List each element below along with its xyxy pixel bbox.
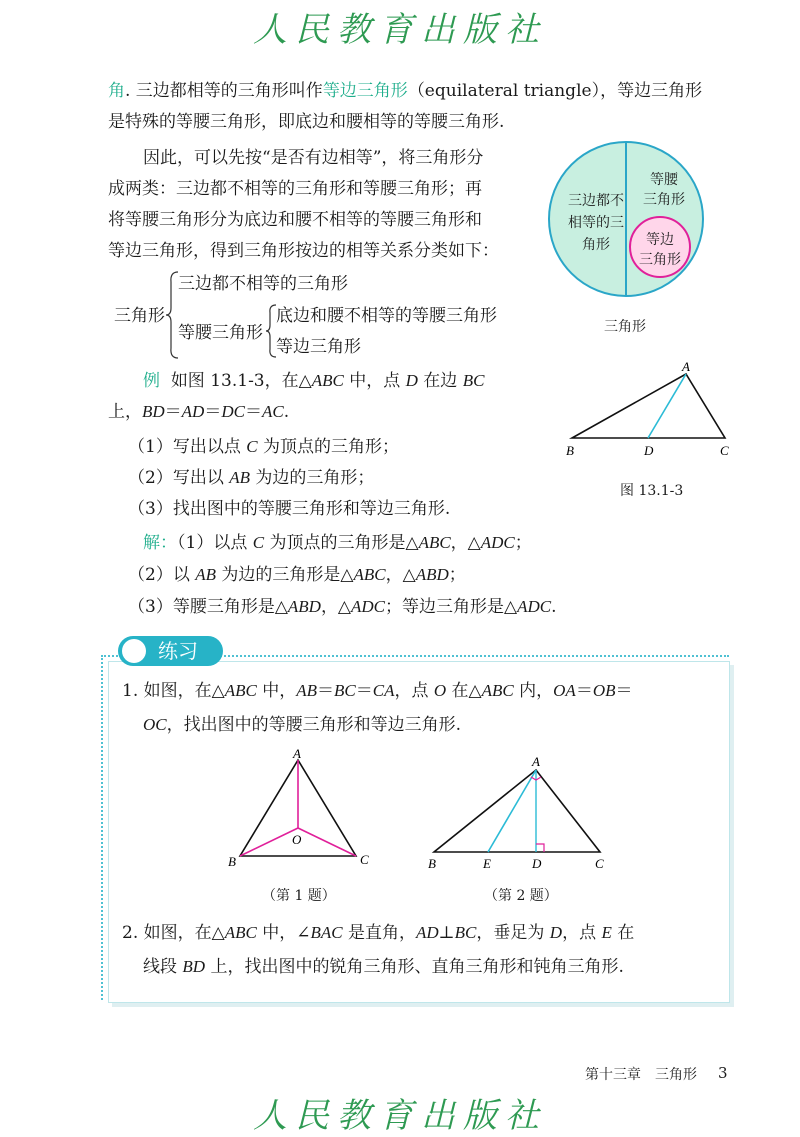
- text-span: 中，∠: [256, 923, 311, 943]
- footer-chapter: 第十三章 三角形: [585, 1067, 697, 1083]
- practice-q1-line-1: [122, 678, 633, 704]
- math-span: ABC: [353, 565, 386, 584]
- math-span: ADC: [480, 533, 515, 552]
- venn-equilateral-label: [630, 230, 690, 270]
- venn-left-line: 三边都不: [568, 193, 624, 209]
- point-e-label: E: [483, 856, 491, 871]
- solution-line-3: [128, 594, 557, 620]
- math-span: C: [252, 533, 265, 552]
- math-span: ABD: [287, 597, 321, 616]
- text-span: （2）以: [128, 565, 196, 585]
- publisher-watermark-bottom: 人民教育出版社: [253, 1096, 547, 1136]
- figure-question-1-caption: （第 1 题）: [262, 888, 336, 904]
- example-question-3: （3）找出图中的等腰三角形和等边三角形.: [128, 499, 451, 519]
- venn-inner-line: 等边: [646, 232, 674, 248]
- venn-left-line: 角形: [582, 237, 610, 253]
- math-span: ABC: [224, 923, 257, 942]
- point-o-label: O: [292, 832, 302, 847]
- math-span: DC: [221, 402, 245, 421]
- math-span: AD: [415, 923, 439, 942]
- text-span: .: [551, 597, 557, 617]
- venn-inner-line: 三角形: [639, 252, 681, 268]
- text-span: ，△: [320, 597, 352, 617]
- text-span: ，点: [394, 681, 434, 701]
- term-angle: 角: [108, 81, 125, 101]
- practice-q1-line-2: [143, 712, 461, 738]
- figure-question-2-caption: （第 2 题）: [484, 888, 558, 904]
- math-span: E: [601, 923, 612, 942]
- segment-ad: [648, 374, 686, 438]
- math-span: ABC: [418, 533, 451, 552]
- paragraph-2-line-1: 因此，可以先按“是否有边相等”，将三角形分: [143, 148, 484, 168]
- text-span: 是直角，: [342, 923, 416, 943]
- math-span: AD: [181, 402, 205, 421]
- vertex-a-label: A: [682, 360, 690, 374]
- text-span: ，△: [450, 533, 481, 553]
- math-span: BD: [142, 402, 165, 421]
- math-span: OA: [553, 681, 576, 700]
- math-span: ADC: [517, 597, 552, 616]
- example-line-1: [143, 368, 484, 394]
- math-span: ABC: [481, 681, 514, 700]
- paragraph-1-line-1: [108, 78, 702, 104]
- text-span: ＝: [355, 681, 373, 701]
- text-span: 为边的三角形；: [250, 468, 375, 488]
- figure-question-1: [222, 748, 382, 872]
- math-span: AB: [296, 681, 317, 700]
- venn-left-label: [558, 190, 634, 256]
- term-equilateral-triangle: 等边三角形: [322, 81, 408, 101]
- example-question-1: [128, 434, 399, 460]
- figure-13-1-3: [560, 360, 740, 460]
- math-span: D: [405, 371, 418, 390]
- text-span: ，找出图中的等腰三角形和等边三角形.: [166, 715, 462, 735]
- math-span: ABC: [311, 371, 344, 390]
- text-span: 1. 如图，在△: [122, 681, 225, 701]
- solution-label: 解：: [143, 533, 177, 553]
- text-span: ＝: [244, 402, 262, 422]
- text-span: ，点: [562, 923, 602, 943]
- text-span: （equilateral triangle），等边三角形: [407, 81, 703, 101]
- triangle-abc: [572, 374, 725, 438]
- vertex-b-label: B: [428, 856, 436, 871]
- text-span: （1）以点: [177, 533, 253, 553]
- classification-sub-non-equilateral: 底边和腰不相等的等腰三角形: [276, 306, 497, 326]
- math-span: ABD: [415, 565, 449, 584]
- classification-item-isosceles: 等腰三角形: [178, 323, 263, 343]
- math-span: CA: [372, 681, 395, 700]
- text-span: ；等边三角形是△: [385, 597, 518, 617]
- solution-line-2: [128, 562, 466, 588]
- vertex-a-label: A: [532, 754, 540, 769]
- text-span: （2）写出以: [128, 468, 230, 488]
- practice-q2-line-1: [122, 920, 634, 946]
- right-angle-mark-d: [536, 844, 544, 852]
- vertex-c-label: C: [720, 443, 729, 458]
- classification-root: 三角形: [114, 306, 165, 326]
- math-span: AB: [229, 468, 251, 487]
- math-span: O: [433, 681, 447, 700]
- solution-line-1: [143, 530, 532, 556]
- text-span: ，△: [385, 565, 416, 585]
- publisher-watermark-top: 人民教育出版社: [253, 10, 547, 50]
- text-span: 为边的三角形是△: [216, 565, 354, 585]
- text-span: 在: [611, 923, 635, 943]
- practice-q2-line-2: [143, 954, 624, 980]
- page-number: 3: [718, 1064, 728, 1082]
- text-span: ＝: [204, 402, 222, 422]
- math-span: OB: [592, 681, 616, 700]
- text-span: ＝: [575, 681, 593, 701]
- paragraph-2-line-3: 将等腰三角形分为底边和腰不相等的等腰三角形和: [108, 210, 482, 230]
- practice-tag: [118, 636, 223, 666]
- text-span: ；: [514, 533, 532, 553]
- math-span: BD: [182, 957, 206, 976]
- text-span: （1）写出以点: [128, 437, 247, 457]
- text-span: 上，找出图中的锐角三角形、直角三角形和钝角三角形.: [205, 957, 624, 977]
- math-span: AB: [195, 565, 217, 584]
- math-span: AC: [261, 402, 284, 421]
- vertex-b-label: B: [228, 854, 236, 869]
- figure-question-2: [424, 752, 614, 872]
- text-span: （3）等腰三角形是△: [128, 597, 288, 617]
- text-span: ＝: [164, 402, 182, 422]
- math-span: ADC: [351, 597, 386, 616]
- text-span: ＝: [317, 681, 334, 701]
- text-span: 如图 13.1-3，在△: [170, 371, 312, 391]
- vertex-c-label: C: [595, 856, 604, 871]
- math-span: BC: [454, 923, 477, 942]
- text-span: ，垂足为: [476, 923, 550, 943]
- text-span: ；: [448, 565, 466, 585]
- text-span: 在△: [446, 681, 482, 701]
- paragraph-2-line-2: 成两类：三边都不相等的三角形和等腰三角形；再: [108, 179, 482, 199]
- math-span: D: [549, 923, 563, 942]
- classification-item-scalene: 三边都不相等的三角形: [178, 274, 348, 294]
- math-span: OC: [143, 715, 167, 734]
- vertex-c-label: C: [360, 852, 369, 867]
- math-span: BAC: [310, 923, 343, 942]
- math-span: BC: [334, 681, 356, 700]
- text-span: 线段: [143, 957, 183, 977]
- text-span: 为顶点的三角形；: [257, 437, 399, 457]
- text-span: 中，点: [343, 371, 406, 391]
- paragraph-1-line-2: 是特殊的等腰三角形，即底边和腰相等的等腰三角形.: [108, 112, 505, 132]
- classification-sub-equilateral: 等边三角形: [276, 337, 361, 357]
- triangle-abc-right: [434, 770, 600, 852]
- text-span: 为顶点的三角形是△: [264, 533, 419, 553]
- text-span: ⊥: [438, 923, 455, 943]
- vertex-b-label: B: [566, 443, 574, 458]
- segment-ae: [488, 770, 536, 852]
- figure-13-1-3-caption: 图 13.1-3: [620, 483, 684, 499]
- text-span: .: [283, 402, 290, 422]
- math-span: BC: [462, 371, 485, 390]
- text-span: . 三边都相等的三角形叫作: [125, 81, 323, 101]
- text-span: 内，: [513, 681, 554, 701]
- point-d-label: D: [532, 856, 542, 871]
- math-span: ABC: [224, 681, 257, 700]
- venn-right-line: 等腰: [650, 172, 678, 188]
- venn-right-line: 三角形: [643, 192, 685, 208]
- text-span: 在边: [417, 371, 463, 391]
- example-question-2: [128, 465, 374, 491]
- venn-left-line: 相等的三: [568, 215, 624, 231]
- text-span: ＝: [615, 681, 633, 701]
- vertex-a-label: A: [293, 748, 301, 761]
- practice-dotted-left: [101, 655, 103, 1000]
- vertex-d-label: D: [644, 443, 654, 458]
- paragraph-2-line-4: 等边三角形，得到三角形按边的相等关系分类如下：: [108, 241, 499, 261]
- text-span: 中，: [256, 681, 297, 701]
- math-span: C: [246, 437, 258, 456]
- practice-pencil-icon: [122, 639, 146, 663]
- example-line-2: [108, 399, 289, 425]
- venn-caption: 三角形: [604, 319, 646, 335]
- text-span: 2. 如图，在△: [122, 923, 225, 943]
- practice-title: 练习: [158, 639, 198, 663]
- example-label: 例: [143, 371, 160, 391]
- text-span: 上，: [108, 402, 142, 422]
- venn-isosceles-label: [632, 170, 696, 210]
